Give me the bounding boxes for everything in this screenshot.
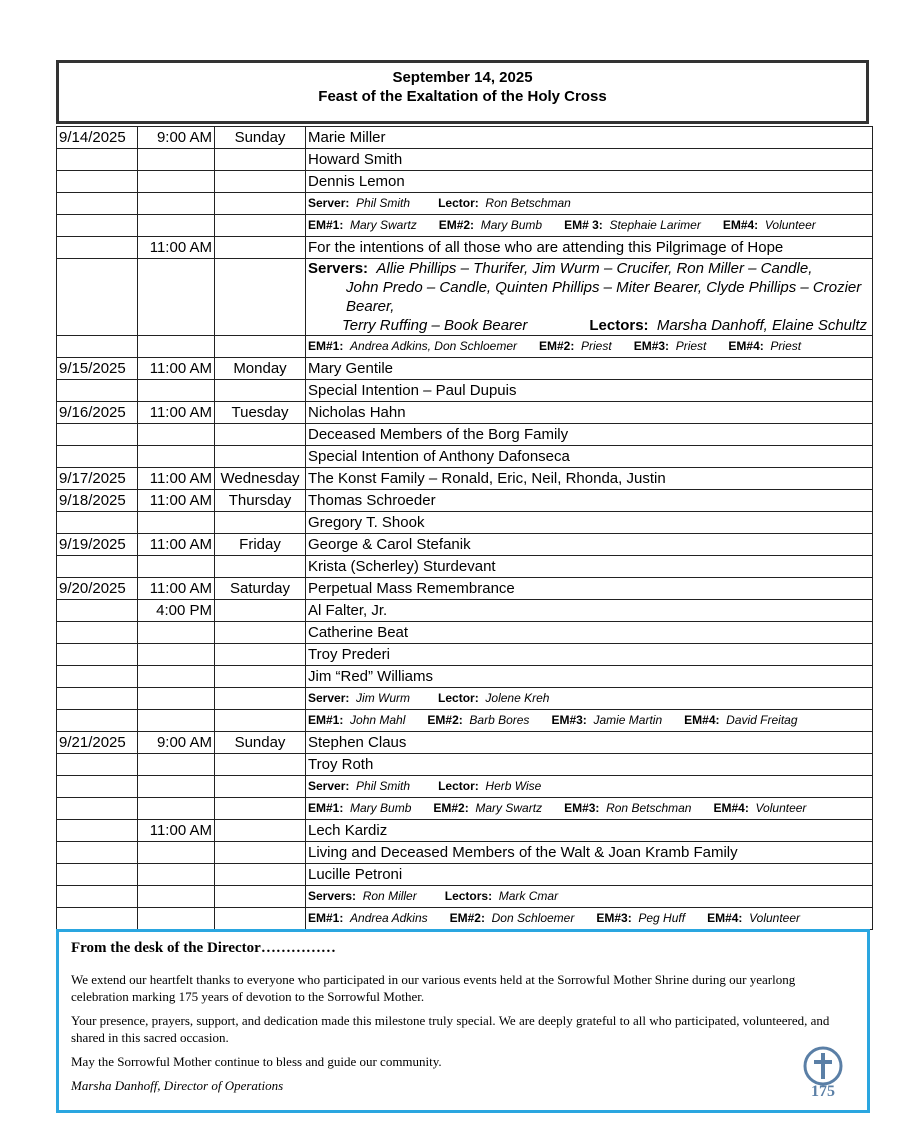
assignment-label: EM#4: (707, 911, 743, 925)
cell-intention: Jim “Red” Williams (306, 666, 873, 688)
cell-time (138, 380, 215, 402)
cross-circle-icon (795, 1044, 851, 1100)
assignment-label: EM#2: (427, 713, 463, 727)
cell-day (215, 600, 306, 622)
cell-time (138, 688, 215, 710)
servers-label: Servers: (308, 260, 369, 277)
schedule-row (57, 842, 873, 864)
schedule-row (57, 886, 873, 908)
schedule-row (57, 193, 873, 215)
assignment-names: Ron Betschman (485, 196, 571, 210)
cell-assignments (306, 688, 873, 710)
cell-date (57, 908, 138, 930)
cell-time: 11:00 AM (138, 578, 215, 600)
schedule-row (57, 644, 873, 666)
cell-date: 9/16/2025 (57, 402, 138, 424)
cell-date (57, 446, 138, 468)
cell-day (215, 754, 306, 776)
assignment-names: David Freitag (726, 713, 798, 727)
assignment-names: Ron Miller (362, 889, 417, 903)
schedule-row (57, 688, 873, 710)
schedule-row (57, 908, 873, 930)
cell-date (57, 149, 138, 171)
cell-intention: Dennis Lemon (306, 171, 873, 193)
cell-assignments (306, 908, 873, 930)
cell-intention: Catherine Beat (306, 622, 873, 644)
cell-time (138, 710, 215, 732)
assignment-label: EM#2: (539, 339, 575, 353)
cell-day (215, 644, 306, 666)
servers-line-3: Terry Ruffing – Book Bearer (342, 317, 528, 334)
schedule-row (57, 424, 873, 446)
assignment-label: Lector: (438, 779, 479, 793)
cell-day (215, 776, 306, 798)
cell-time (138, 193, 215, 215)
cell-time: 11:00 AM (138, 534, 215, 556)
cell-assignments (306, 886, 873, 908)
assignment-label: EM#4: (713, 801, 749, 815)
schedule-row (57, 490, 873, 512)
assignment-label: EM#3: (564, 801, 600, 815)
assignment-label: EM#2: (449, 911, 485, 925)
assignment-label: Lector: (438, 691, 479, 705)
cell-time (138, 754, 215, 776)
cell-date (57, 798, 138, 820)
assignment-label: Server: (308, 196, 350, 210)
cell-time: 11:00 AM (138, 490, 215, 512)
cell-intention: Stephen Claus (306, 732, 873, 754)
assignment-label: Server: (308, 779, 350, 793)
cell-day (215, 710, 306, 732)
schedule-row (57, 402, 873, 424)
lectors-names: Marsha Danhoff, Elaine Schultz (656, 317, 868, 334)
assignment-label: EM#1: (308, 801, 344, 815)
cell-date (57, 556, 138, 578)
cell-date: 9/19/2025 (57, 534, 138, 556)
assignment-label: EM#4: (684, 713, 720, 727)
schedule-row (57, 237, 873, 259)
cell-time (138, 666, 215, 688)
cell-day: Friday (215, 534, 306, 556)
assignment-names: Mark Cmar (498, 889, 559, 903)
cell-day (215, 215, 306, 237)
cell-time: 11:00 AM (138, 402, 215, 424)
cell-intention: Howard Smith (306, 149, 873, 171)
assignment-names: Phil Smith (356, 196, 411, 210)
cell-time: 4:00 PM (138, 600, 215, 622)
cell-day (215, 446, 306, 468)
cell-intention: Special Intention – Paul Dupuis (306, 380, 873, 402)
cell-intention: Lucille Petroni (306, 864, 873, 886)
schedule-row (57, 556, 873, 578)
assignment-names: Priest (770, 339, 802, 353)
assignment-label: Server: (308, 691, 350, 705)
cell-date: 9/21/2025 (57, 732, 138, 754)
cell-day (215, 336, 306, 358)
assignment-label: Lectors: (444, 889, 493, 903)
cell-day (215, 688, 306, 710)
assignment-names: Herb Wise (485, 779, 542, 793)
cell-intention: Al Falter, Jr. (306, 600, 873, 622)
director-message (56, 929, 870, 1113)
director-title: From the desk of the Director…………… (71, 940, 336, 956)
cell-intention: Deceased Members of the Borg Family (306, 424, 873, 446)
assignment-label: EM#3: (551, 713, 587, 727)
schedule-row (57, 864, 873, 886)
assignment-label: EM#1: (308, 339, 344, 353)
cell-assignments (306, 710, 873, 732)
cell-day (215, 908, 306, 930)
schedule-row (57, 600, 873, 622)
assignment-names: Mary Swartz (350, 218, 417, 232)
assignment-names: Ron Betschman (606, 801, 692, 815)
assignment-names: John Mahl (350, 713, 406, 727)
assignment-names: Phil Smith (356, 779, 411, 793)
cell-time: 11:00 AM (138, 468, 215, 490)
cell-date (57, 688, 138, 710)
assignment-names: Volunteer (764, 218, 816, 232)
assignment-label: EM#1: (308, 911, 344, 925)
cell-day (215, 259, 306, 336)
cell-time (138, 776, 215, 798)
cell-time: 11:00 AM (138, 237, 215, 259)
cell-time: 9:00 AM (138, 732, 215, 754)
director-paragraph-1: We extend our heartfelt thanks to everyone who participated in our various events held at the Sorrowful Mother Shrine during our yearlong celebration marking 175 years of devotion to the Sorrowful Mother. (71, 972, 796, 1004)
cell-intention: Lech Kardiz (306, 820, 873, 842)
schedule-row (57, 666, 873, 688)
schedule-row (57, 259, 873, 336)
assignment-names: Volunteer (755, 801, 807, 815)
logo-text: 175 (811, 1083, 835, 1100)
cell-date (57, 336, 138, 358)
cell-day (215, 842, 306, 864)
assignment-names: Volunteer (749, 911, 801, 925)
assignment-names: Priest (581, 339, 612, 353)
schedule-row (57, 149, 873, 171)
cell-day: Saturday (215, 578, 306, 600)
cell-date: 9/17/2025 (57, 468, 138, 490)
cell-day: Sunday (215, 732, 306, 754)
cell-date (57, 193, 138, 215)
cell-date (57, 820, 138, 842)
cell-day (215, 424, 306, 446)
cell-day (215, 864, 306, 886)
cell-date (57, 644, 138, 666)
cell-intention: Nicholas Hahn (306, 402, 873, 424)
cell-day (215, 193, 306, 215)
cell-date (57, 864, 138, 886)
assignment-names: Jim Wurm (356, 691, 411, 705)
cell-date (57, 754, 138, 776)
cell-assignments (306, 776, 873, 798)
cell-time (138, 644, 215, 666)
cell-intention: Troy Roth (306, 754, 873, 776)
cell-date: 9/14/2025 (57, 127, 138, 149)
assignment-names: Priest (675, 339, 707, 353)
assignment-names: Jamie Martin (593, 713, 663, 727)
schedule-row (57, 622, 873, 644)
header-feast: Feast of the Exaltation of the Holy Cross (318, 88, 607, 105)
cell-time: 9:00 AM (138, 127, 215, 149)
cell-assignments (306, 336, 873, 358)
cell-time (138, 864, 215, 886)
cell-day (215, 798, 306, 820)
cell-time (138, 556, 215, 578)
cell-day (215, 237, 306, 259)
cell-intention: For the intentions of all those who are attending this Pilgrimage of Hope (306, 237, 873, 259)
assignment-names: Peg Huff (638, 911, 686, 925)
schedule-row (57, 468, 873, 490)
cell-intention: Mary Gentile (306, 358, 873, 380)
cell-assignments (306, 798, 873, 820)
cell-date (57, 666, 138, 688)
cell-time (138, 842, 215, 864)
servers-line-2: John Predo – Candle, Quinten Phillips – Miter Bearer, Clyde Phillips – Crozier Bearer, (346, 279, 862, 315)
bulletin-header (56, 60, 869, 124)
director-signature: Marsha Danhoff, Director of Operations (71, 1078, 284, 1093)
cell-time (138, 622, 215, 644)
cell-day (215, 820, 306, 842)
cell-day: Sunday (215, 127, 306, 149)
cell-day (215, 149, 306, 171)
cell-date: 9/18/2025 (57, 490, 138, 512)
lectors-label: Lectors: (589, 317, 649, 334)
cell-time (138, 886, 215, 908)
cell-assignments (306, 215, 873, 237)
assignment-label: EM#2: (438, 218, 475, 232)
cell-date (57, 842, 138, 864)
schedule-row (57, 512, 873, 534)
cell-intention: George & Carol Stefanik (306, 534, 873, 556)
cell-time (138, 798, 215, 820)
cell-date (57, 710, 138, 732)
cell-day (215, 512, 306, 534)
assignment-names: Barb Bores (469, 713, 530, 727)
director-paragraph-2: Your presence, prayers, support, and dedication made this milestone truly special. We are deeply grateful to all who participated, volunteered, and shared in this sacred occasion. (71, 1013, 830, 1045)
schedule-row (57, 710, 873, 732)
assignment-label: EM#1: (308, 713, 344, 727)
cell-time (138, 512, 215, 534)
header-date: September 14, 2025 (392, 69, 533, 86)
assignment-names: Andrea Adkins (350, 911, 428, 925)
cell-date (57, 171, 138, 193)
schedule-row (57, 754, 873, 776)
cell-day (215, 380, 306, 402)
cell-intention: Troy Prederi (306, 644, 873, 666)
assignment-names: Mary Bumb (350, 801, 412, 815)
cell-day (215, 666, 306, 688)
cell-time (138, 215, 215, 237)
schedule-row (57, 127, 873, 149)
assignment-label: EM# 3: (564, 218, 603, 232)
schedule-row (57, 171, 873, 193)
schedule-row (57, 578, 873, 600)
cell-day: Thursday (215, 490, 306, 512)
cell-day: Monday (215, 358, 306, 380)
schedule-row (57, 215, 873, 237)
cell-date: 9/15/2025 (57, 358, 138, 380)
schedule-row (57, 732, 873, 754)
assignment-label: EM#3: (633, 339, 670, 353)
cell-servers-detail (306, 259, 873, 336)
cell-day (215, 622, 306, 644)
assignment-label: Servers: (308, 889, 357, 903)
cell-date (57, 622, 138, 644)
cell-day (215, 556, 306, 578)
assignment-label: EM#4: (728, 339, 764, 353)
cell-time (138, 149, 215, 171)
cell-date (57, 259, 138, 336)
cell-date (57, 776, 138, 798)
cell-date (57, 237, 138, 259)
cell-time (138, 424, 215, 446)
cell-time (138, 336, 215, 358)
assignment-names: Don Schloemer (491, 911, 575, 925)
cell-day: Tuesday (215, 402, 306, 424)
schedule-row (57, 820, 873, 842)
assignment-names: Jolene Kreh (485, 691, 550, 705)
cell-intention: Marie Miller (306, 127, 873, 149)
cell-date (57, 512, 138, 534)
assignment-label: EM#4: (722, 218, 759, 232)
assignment-label: EM#3: (596, 911, 632, 925)
cell-date (57, 424, 138, 446)
schedule-row (57, 534, 873, 556)
cell-intention: Living and Deceased Members of the Walt & Joan Kramb Family (306, 842, 873, 864)
cell-intention: Special Intention of Anthony Dafonseca (306, 446, 873, 468)
cell-time (138, 259, 215, 336)
cell-intention: Perpetual Mass Remembrance (306, 578, 873, 600)
cell-intention: The Konst Family – Ronald, Eric, Neil, Rhonda, Justin (306, 468, 873, 490)
assignment-label: Lector: (438, 196, 479, 210)
assignment-label: EM#1: (308, 218, 344, 232)
assignment-names: Stephaie Larimer (609, 218, 701, 232)
cell-day (215, 171, 306, 193)
schedule-row (57, 336, 873, 358)
schedule-row (57, 446, 873, 468)
cell-day: Wednesday (215, 468, 306, 490)
cell-time (138, 171, 215, 193)
director-paragraph-3: May the Sorrowful Mother continue to bless and guide our community. (71, 1054, 442, 1069)
cell-date (57, 600, 138, 622)
cell-time: 11:00 AM (138, 358, 215, 380)
schedule-row (57, 776, 873, 798)
cell-intention: Gregory T. Shook (306, 512, 873, 534)
cell-time (138, 908, 215, 930)
assignment-names: Mary Bumb (480, 218, 543, 232)
cell-date (57, 886, 138, 908)
cell-date (57, 215, 138, 237)
schedule-row (57, 798, 873, 820)
cell-day (215, 886, 306, 908)
cell-assignments (306, 193, 873, 215)
assignment-names: Andrea Adkins, Don Schloemer (350, 339, 517, 353)
cell-intention: Thomas Schroeder (306, 490, 873, 512)
cell-date: 9/20/2025 (57, 578, 138, 600)
cell-intention: Krista (Scherley) Sturdevant (306, 556, 873, 578)
cell-date (57, 380, 138, 402)
servers-line-1: Allie Phillips – Thurifer, Jim Wurm – Crucifer, Ron Miller – Candle, (376, 260, 813, 277)
cell-time: 11:00 AM (138, 820, 215, 842)
schedule-row (57, 358, 873, 380)
mass-schedule-table (56, 126, 873, 930)
schedule-row (57, 380, 873, 402)
assignment-label: EM#2: (433, 801, 469, 815)
assignment-names: Mary Swartz (475, 801, 543, 815)
cell-time (138, 446, 215, 468)
